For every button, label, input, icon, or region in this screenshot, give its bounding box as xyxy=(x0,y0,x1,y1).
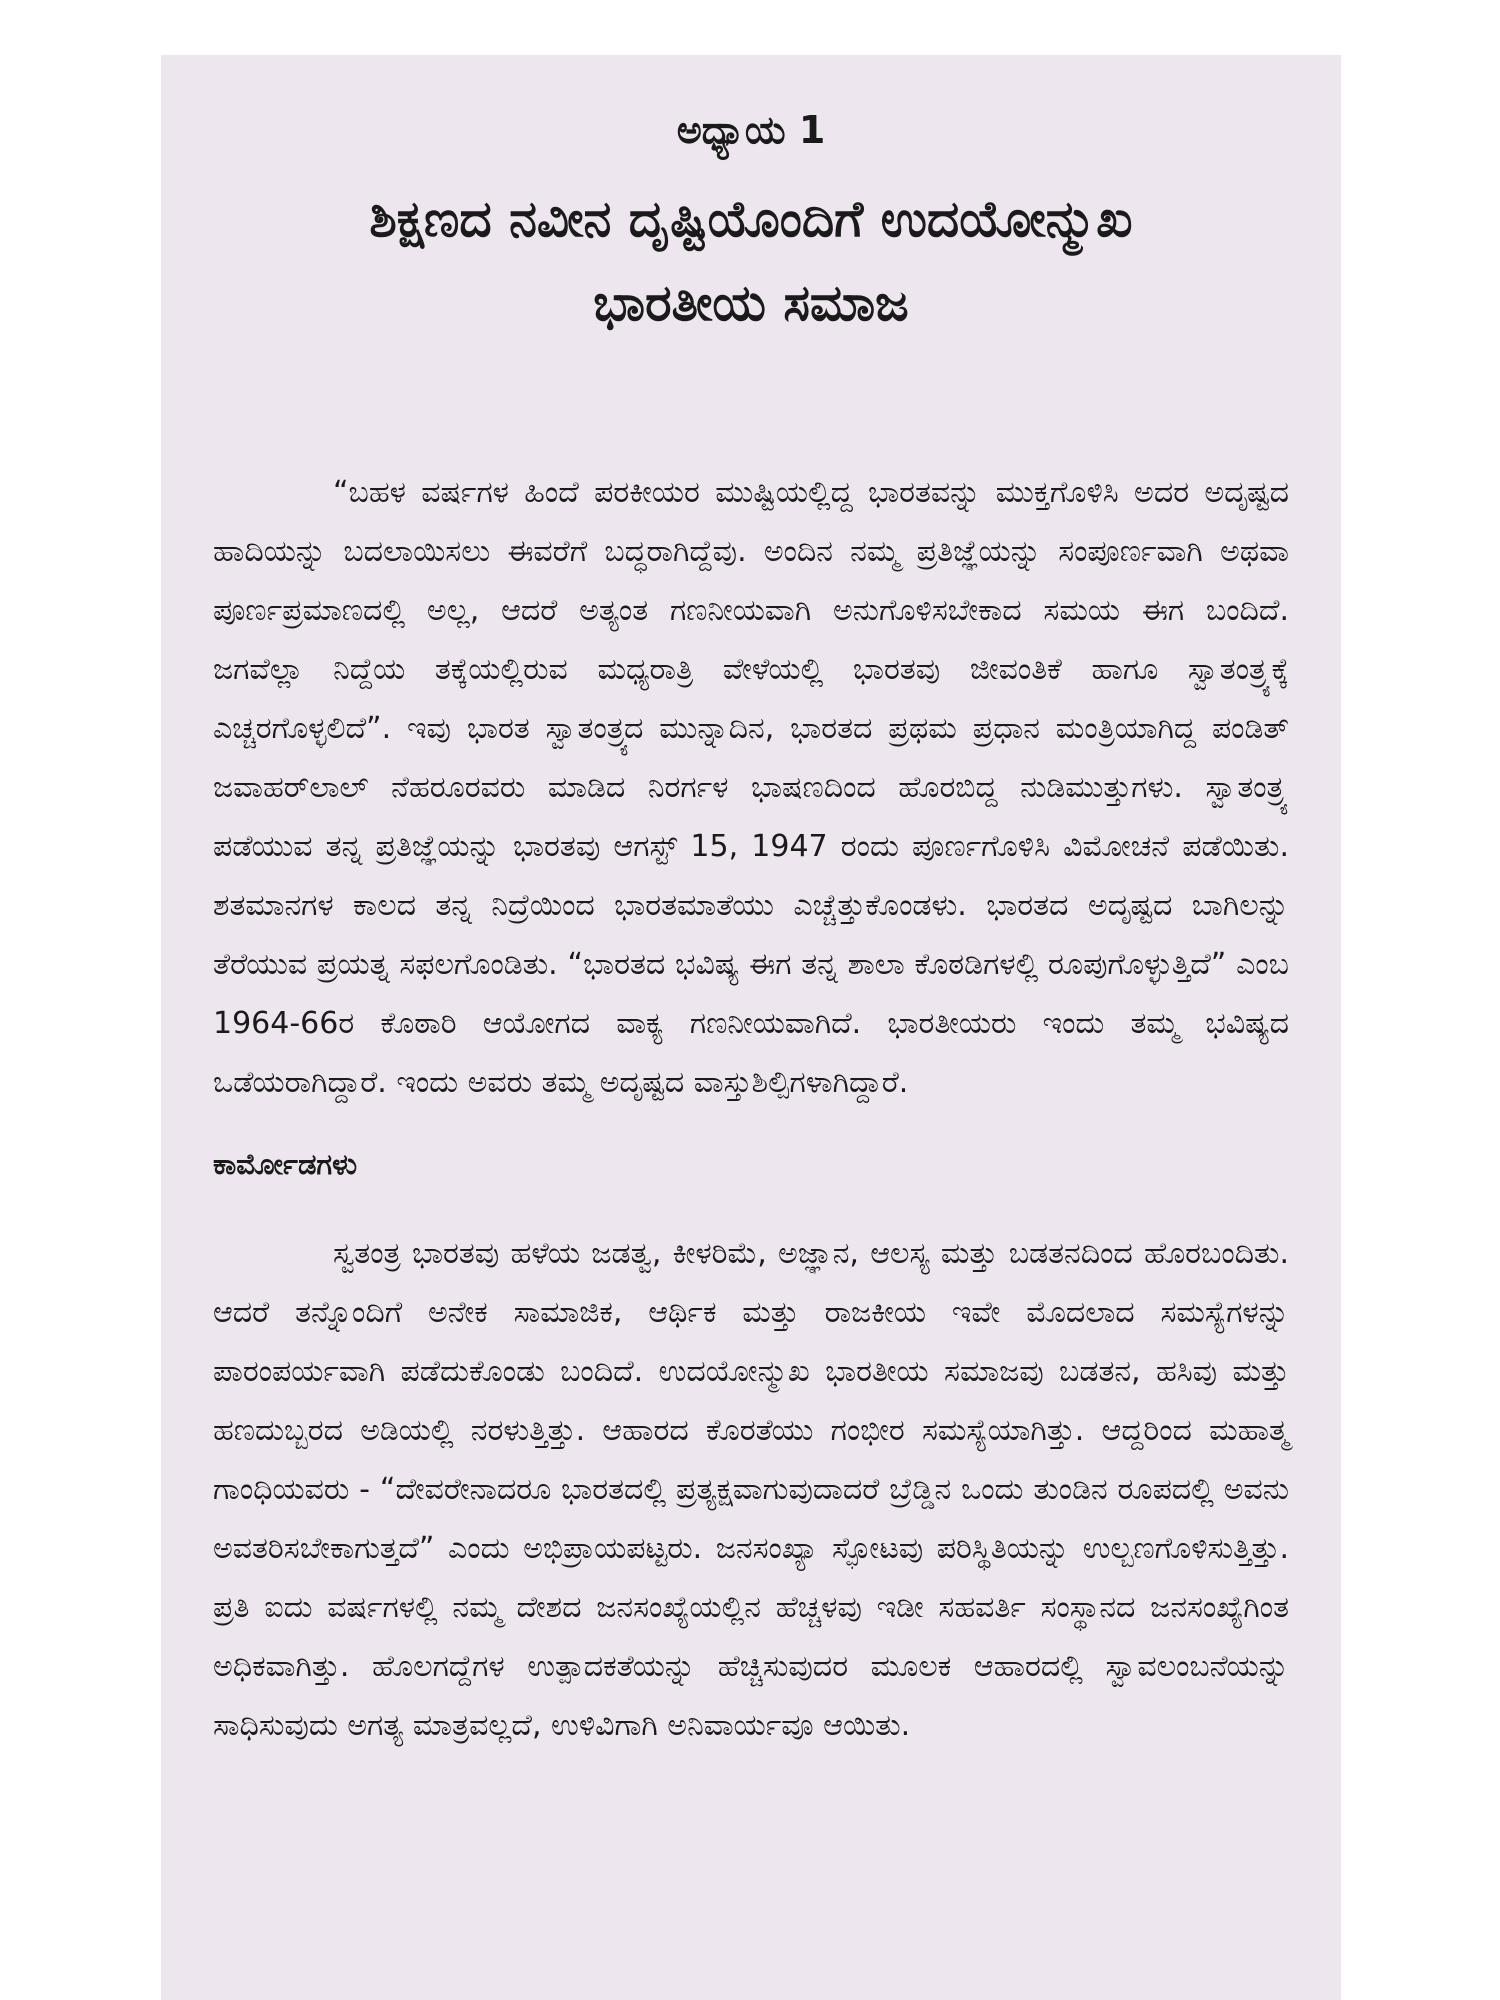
section-heading: ಕಾರ್ಮೋಡಗಳು xyxy=(213,1147,358,1181)
chapter-title-line-1: ಶಿಕ್ಷಣದ ನವೀನ ದೃಷ್ಟಿಯೊಂದಿಗೆ ಉದಯೋನ್ಮುಖ xyxy=(369,190,1133,248)
paragraph-dark-clouds: ಸ್ವತಂತ್ರ ಭಾರತವು ಹಳೆಯ ಜಡತ್ವ, ಕೀಳರಿಮೆ, ಅಜ್ಞಾನ, ಆಲಸ್ಯ ಮತ್ತು ಬಡತನದಿಂದ ಹೊರಬಂದಿತು. ಆದರೆ ತನ್ನೊಂದಿಗೆ ಅನೇಕ ಸಾಮಾಜಿಕ, ಆರ್ಥಿಕ ಮತ್ತು ರಾಜಕೀಯ ಇವೇ ಮೊದಲಾದ ಸಮಸ್ಯೆಗಳನ್ನು ಪಾರಂಪರ್ಯವಾಗಿ ಪಡೆದುಕೊಂಡು ಬಂದಿದೆ. ಉದಯೋನ್ಮುಖ ಭಾರತೀಯ ಸಮಾಜವು ಬಡತನ, ಹಸಿವು ಮತ್ತು ಹಣದುಬ್ಬರದ ಅಡಿಯಲ್ಲಿ ನರಳುತ್ತಿತ್ತು. ಆಹಾರದ ಕೊರತೆಯು ಗಂಭೀರ ಸಮಸ್ಯೆಯಾಗಿತ್ತು. ಆದ್ದರಿಂದ ಮಹಾತ್ಮ ಗಾಂಧಿಯವರು - “ದೇವರೇನಾದರೂ ಭಾರತದಲ್ಲಿ ಪ್ರತ್ಯಕ್ಷವಾಗುವುದಾದರೆ ಬ್ರೆಡ್ಡಿನ ಒಂದು ತುಂಡಿನ ರೂಪದಲ್ಲಿ ಅವನು ಅವತರಿಸಬೇಕಾಗುತ್ತದೆ” ಎಂದು ಅಭಿಪ್ರಾಯಪಟ್ಟರು. ಜನಸಂಖ್ಯಾ ಸ್ಫೋಟವು ಪರಿಸ್ಥಿತಿಯನ್ನು ಉಲ್ಬಣಗೊಳಿಸುತ್ತಿತ್ತು. ಪ್ರತಿ ಐದು ವರ್ಷಗಳಲ್ಲಿ ನಮ್ಮ ದೇಶದ ಜನಸಂಖ್ಯೆಯಲ್ಲಿನ ಹೆಚ್ಚಳವು ಇಡೀ ಸಹವರ್ತಿ ಸಂಸ್ಥಾನದ ಜನಸಂಖ್ಯೆಗಿಂತ ಅಧಿಕವಾಗಿತ್ತು. ಹೊಲಗದ್ದೆಗಳ ಉತ್ಪಾದಕತೆಯನ್ನು ಹೆಚ್ಚಿಸುವುದರ ಮೂಲಕ ಆಹಾರದಲ್ಲಿ ಸ್ವಾವಲಂಬನೆಯನ್ನು ಸಾಧಿಸುವುದು ಅಗತ್ಯ ಮಾತ್ರವಲ್ಲದೆ, ಉಳಿವಿಗಾಗಿ ಅನಿವಾರ್ಯವೂ ಆಯಿತು. xyxy=(213,1236,1289,1743)
chapter-title xyxy=(213,177,1289,345)
chapter-label: ಅಧ್ಯಾಯ 1 xyxy=(676,108,826,152)
paragraph-intro: “ಬಹಳ ವರ್ಷಗಳ ಹಿಂದೆ ಪರಕೀಯರ ಮುಷ್ಟಿಯಲ್ಲಿದ್ದ ಭಾರತವನ್ನು ಮುಕ್ತಗೊಳಿಸಿ ಅದರ ಅದೃಷ್ಟದ ಹಾದಿಯನ್ನು ಬದಲಾಯಿಸಲು ಈವರೆಗೆ ಬದ್ಧರಾಗಿದ್ದೆವು. ಅಂದಿನ ನಮ್ಮ ಪ್ರತಿಜ್ಞೆಯನ್ನು ಸಂಪೂರ್ಣವಾಗಿ ಅಥವಾ ಪೂರ್ಣಪ್ರಮಾಣದಲ್ಲಿ ಅಲ್ಲ, ಆದರೆ ಅತ್ಯಂತ ಗಣನೀಯವಾಗಿ ಅನುಗೊಳಿಸಬೇಕಾದ ಸಮಯ ಈಗ ಬಂದಿದೆ. ಜಗವೆಲ್ಲಾ ನಿದ್ದೆಯ ತಕ್ಕೆಯಲ್ಲಿರುವ ಮಧ್ಯರಾತ್ರಿ ವೇಳೆಯಲ್ಲಿ ಭಾರತವು ಜೀವಂತಿಕೆ ಹಾಗೂ ಸ್ವಾತಂತ್ರ್ಯಕ್ಕೆ ಎಚ್ಚರಗೊಳ್ಳಲಿದೆ”. ಇವು ಭಾರತ ಸ್ವಾತಂತ್ರ್ಯದ ಮುನ್ನಾದಿನ, ಭಾರತದ ಪ್ರಥಮ ಪ್ರಧಾನ ಮಂತ್ರಿಯಾಗಿದ್ದ ಪಂಡಿತ್ ಜವಾಹರ್‌ಲಾಲ್ ನೆಹರೂರವರು ಮಾಡಿದ ನಿರರ್ಗಳ ಭಾಷಣದಿಂದ ಹೊರಬಿದ್ದ ನುಡಿಮುತ್ತುಗಳು. ಸ್ವಾತಂತ್ರ್ಯ ಪಡೆಯುವ ತನ್ನ ಪ್ರತಿಜ್ಞೆಯನ್ನು ಭಾರತವು ಆಗಸ್ಟ್ 15, 1947 ರಂದು ಪೂರ್ಣಗೊಳಿಸಿ ವಿಮೋಚನೆ ಪಡೆಯಿತು. ಶತಮಾನಗಳ ಕಾಲದ ತನ್ನ ನಿದ್ರೆಯಿಂದ ಭಾರತಮಾತೆಯು ಎಚ್ಚೆತ್ತುಕೊಂಡಳು. ಭಾರತದ ಅದೃಷ್ಟದ ಬಾಗಿಲನ್ನು ತೆರೆಯುವ ಪ್ರಯತ್ನ ಸಫಲಗೊಂಡಿತು. “ಭಾರತದ ಭವಿಷ್ಯ ಈಗ ತನ್ನ ಶಾಲಾ ಕೊಠಡಿಗಳಲ್ಲಿ ರೂಪುಗೊಳ್ಳುತ್ತಿದೆ” ಎಂಬ 1964-66ರ ಕೊಠಾರಿ ಆಯೋಗದ ವಾಕ್ಯ ಗಣನೀಯವಾಗಿದೆ. ಭಾರತೀಯರು ಇಂದು ತಮ್ಮ ಭವಿಷ್ಯದ ಒಡೆಯರಾಗಿದ್ದಾರೆ. ಇಂದು ಅವರು ತಮ್ಮ ಅದೃಷ್ಟದ ವಾಸ್ತುಶಿಲ್ಪಿಗಳಾಗಿದ್ದಾರೆ. xyxy=(213,475,1289,1100)
page-body xyxy=(213,463,1289,1755)
chapter-title-line-2: ಭಾರತೀಯ ಸಮಾಜ xyxy=(593,274,909,332)
book-page xyxy=(161,55,1341,2000)
